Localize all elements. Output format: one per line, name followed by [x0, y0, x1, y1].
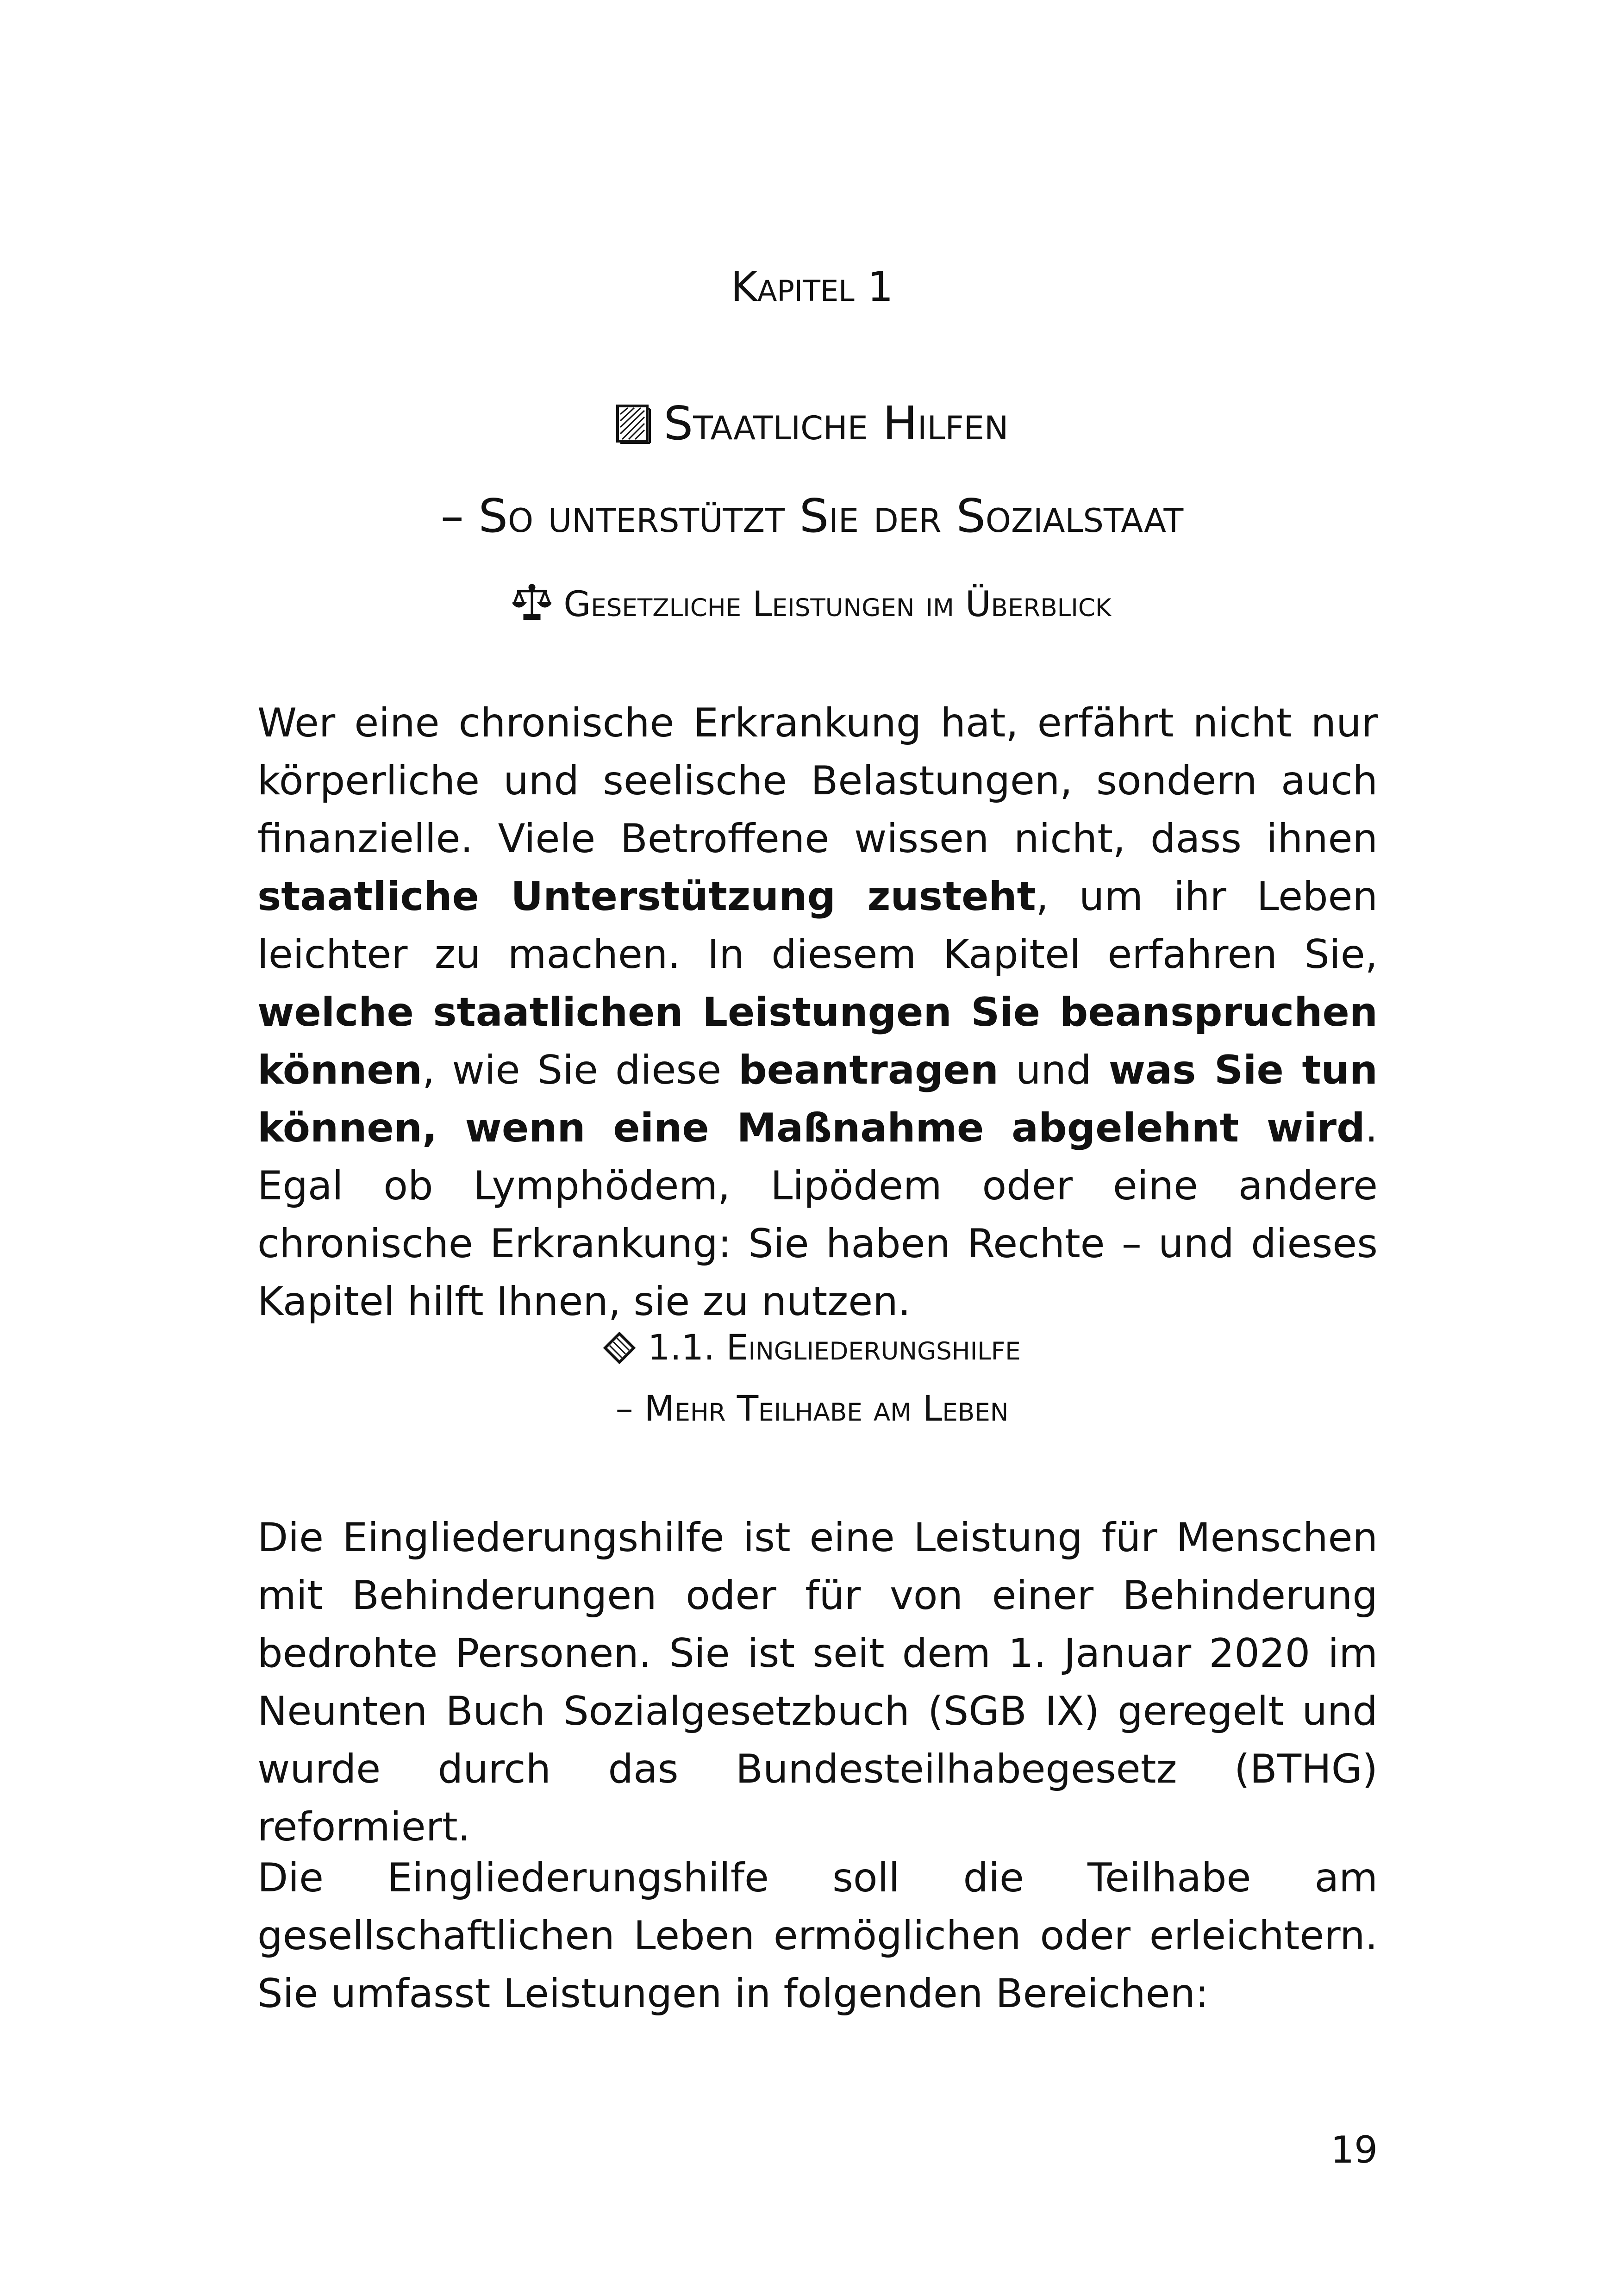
page-number: 19 — [1330, 2128, 1378, 2171]
intro-paragraph — [257, 694, 1378, 1331]
chapter-label: Kapitel 1 — [731, 263, 893, 311]
section-heading-text: Gesetzliche Leistungen im Überblick — [563, 583, 1112, 624]
section-heading — [0, 574, 1624, 639]
book-icon — [616, 384, 652, 472]
paragraph-eingliederungshilfe-scope: Die Eingliederungshilfe soll die Teilhabe am gesellschaftlichen Leben ermöglichen oder erleichtern. Sie umfasst Leistungen in folgenden Bereichen: — [257, 1855, 1378, 2017]
chapter-title — [0, 380, 1624, 560]
subsection-heading-line-2: – Mehr Teilhabe am Leben — [615, 1388, 1009, 1429]
intro-text-1: Wer eine chronische Erkrankung hat, erfährt nicht nur körperliche und seelische Belastungen, sondern auch finanzielle. Viele Betroffene wissen nicht, dass ihnen — [257, 700, 1378, 862]
chapter-title-line-1 — [0, 380, 1624, 472]
intro-text-4: und — [999, 1047, 1109, 1093]
chapter-title-text-1: Staatliche Hilfen — [663, 396, 1009, 450]
intro-bold-2: welche staatlichen Leistungen Sie beanspruchen können — [257, 989, 1378, 1093]
intro-text-5: . Egal ob Lymphödem, Lipödem oder eine andere chronische Erkrankung: Sie haben Rechte – und dieses Kapitel hilft Ihnen, sie zu nutzen. — [257, 1105, 1378, 1325]
subsection-heading-text-1: 1.1. Eingliederungshilfe — [648, 1327, 1021, 1368]
scales-of-justice-icon — [512, 579, 551, 639]
intro-text-3: , wie Sie diese — [422, 1047, 739, 1093]
intro-bold-4: was Sie tun können, wenn eine Maßnahme abgelehnt wird — [257, 1047, 1378, 1151]
intro-bold-1: staatliche Unterstützung zusteht — [257, 873, 1036, 920]
diamond-icon — [603, 1324, 636, 1380]
paragraph-eingliederungshilfe-definition: Die Eingliederungshilfe ist eine Leistung für Menschen mit Behinderungen oder für von einer Behinderung bedrohte Personen. Sie ist seit dem 1. Januar 2020 im Neunten Buch Sozialgesetzbuch (SGB IX) geregelt und wurde durch das Bundesteilhabegesetz (BTHG) reformiert. — [257, 1515, 1378, 1850]
subsection-heading — [0, 1319, 1624, 1437]
chapter-title-line-2: – So unterstützt Sie der Sozialstaat — [440, 489, 1184, 543]
subsection-heading-line-1 — [0, 1319, 1624, 1380]
intro-bold-3: beantragen — [738, 1047, 999, 1093]
intro-text-2: , um ihr Leben leichter zu machen. In diesem Kapitel erfahren Sie, — [257, 873, 1378, 978]
